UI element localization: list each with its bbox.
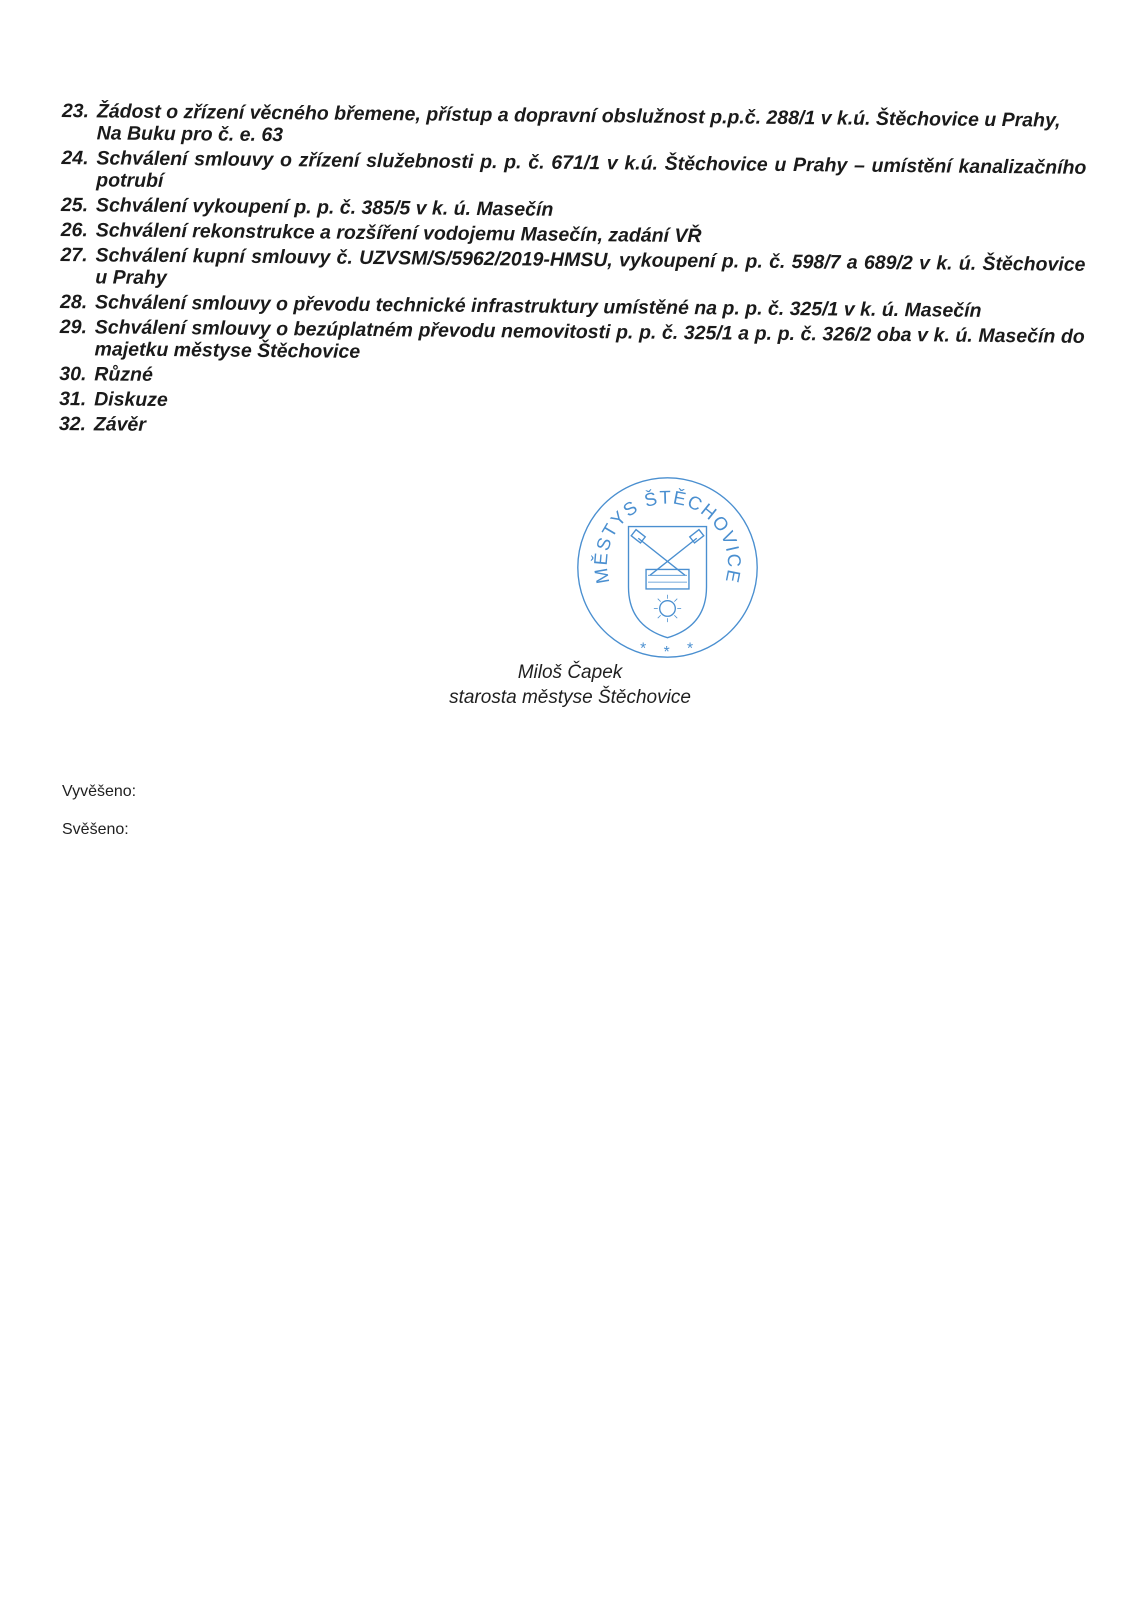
signatory-name: Miloš Čapek	[517, 662, 623, 683]
agenda-item-number: 25.	[60, 193, 89, 217]
agenda-item-text: Schválení smlouvy o převodu technické infrastruktury umístěné na p. p. č. 325/1 v k. ú. Masečín	[94, 291, 982, 322]
signatory-title: starosta městyse Štěchovice	[449, 687, 691, 708]
signature-block	[430, 660, 710, 710]
agenda-item-text: Diskuze	[94, 388, 168, 412]
agenda-item-number: 31.	[59, 387, 87, 411]
agenda-item-text: Schválení vykoupení p. p. č. 385/5 v k. ú. Masečín	[95, 194, 554, 221]
agenda-item	[60, 316, 1085, 370]
agenda-item-text: Schválení rekonstrukce a rozšíření vodojemu Masečín, zadání VŘ	[95, 219, 702, 248]
agenda-item-number: 26.	[60, 218, 88, 242]
agenda-item	[60, 244, 1085, 298]
agenda-item-text: Schválení smlouvy o zřízení služebnosti p. p. č. 671/1 v k.ú. Štěchovice u Prahy – umístění kanalizačního potrubí	[96, 147, 1087, 192]
agenda-item-number: 28.	[59, 290, 88, 314]
agenda-item-text: Schválení kupní smlouvy č. UZVSM/S/5962/2019-HMSU, vykoupení p. p. č. 598/7 a 689/2 v k. ú. Štěchovice u Prahy	[95, 244, 1086, 290]
agenda-item-text: Schválení smlouvy o bezúplatném převodu nemovitosti p. p. č. 325/1 a p. p. č. 326/2 oba v k. ú. Masečín do majetku městyse Štěchovice	[94, 316, 1085, 363]
seal-circle-text: MĚSTYS ŠTĚCHOVICE	[589, 486, 746, 586]
agenda-item	[61, 147, 1086, 201]
agenda-item-number: 29.	[59, 315, 88, 339]
agenda-item	[62, 100, 1087, 154]
agenda-item-number: 24.	[61, 146, 89, 170]
svg-text:*: *	[640, 640, 647, 658]
agenda-item-number: 30.	[59, 362, 87, 386]
agenda-item-text: Různé	[94, 363, 153, 386]
municipal-seal-stamp	[570, 470, 765, 665]
agenda-item-number: 32.	[58, 412, 87, 436]
agenda-item-number: 23.	[61, 100, 90, 123]
removed-date-label: Svěšeno:	[62, 821, 129, 838]
agenda-item-number: 27.	[60, 243, 88, 267]
svg-text:MĚSTYS ŠTĚCHOVICE	[590, 486, 745, 585]
posted-date-label: Vyvěšeno:	[62, 783, 137, 800]
agenda-list	[59, 100, 1087, 448]
agenda-item-text: Žádost o zřízení věcného břemene, přístup a dopravní obslužnost p.p.č. 288/1 v k.ú. Štěchovice u Prahy, Na Buku pro č. e. 63	[96, 100, 1061, 147]
svg-text:*: *	[663, 644, 670, 662]
agenda-item-text: Závěr	[93, 413, 147, 436]
svg-text:*: *	[687, 640, 694, 658]
